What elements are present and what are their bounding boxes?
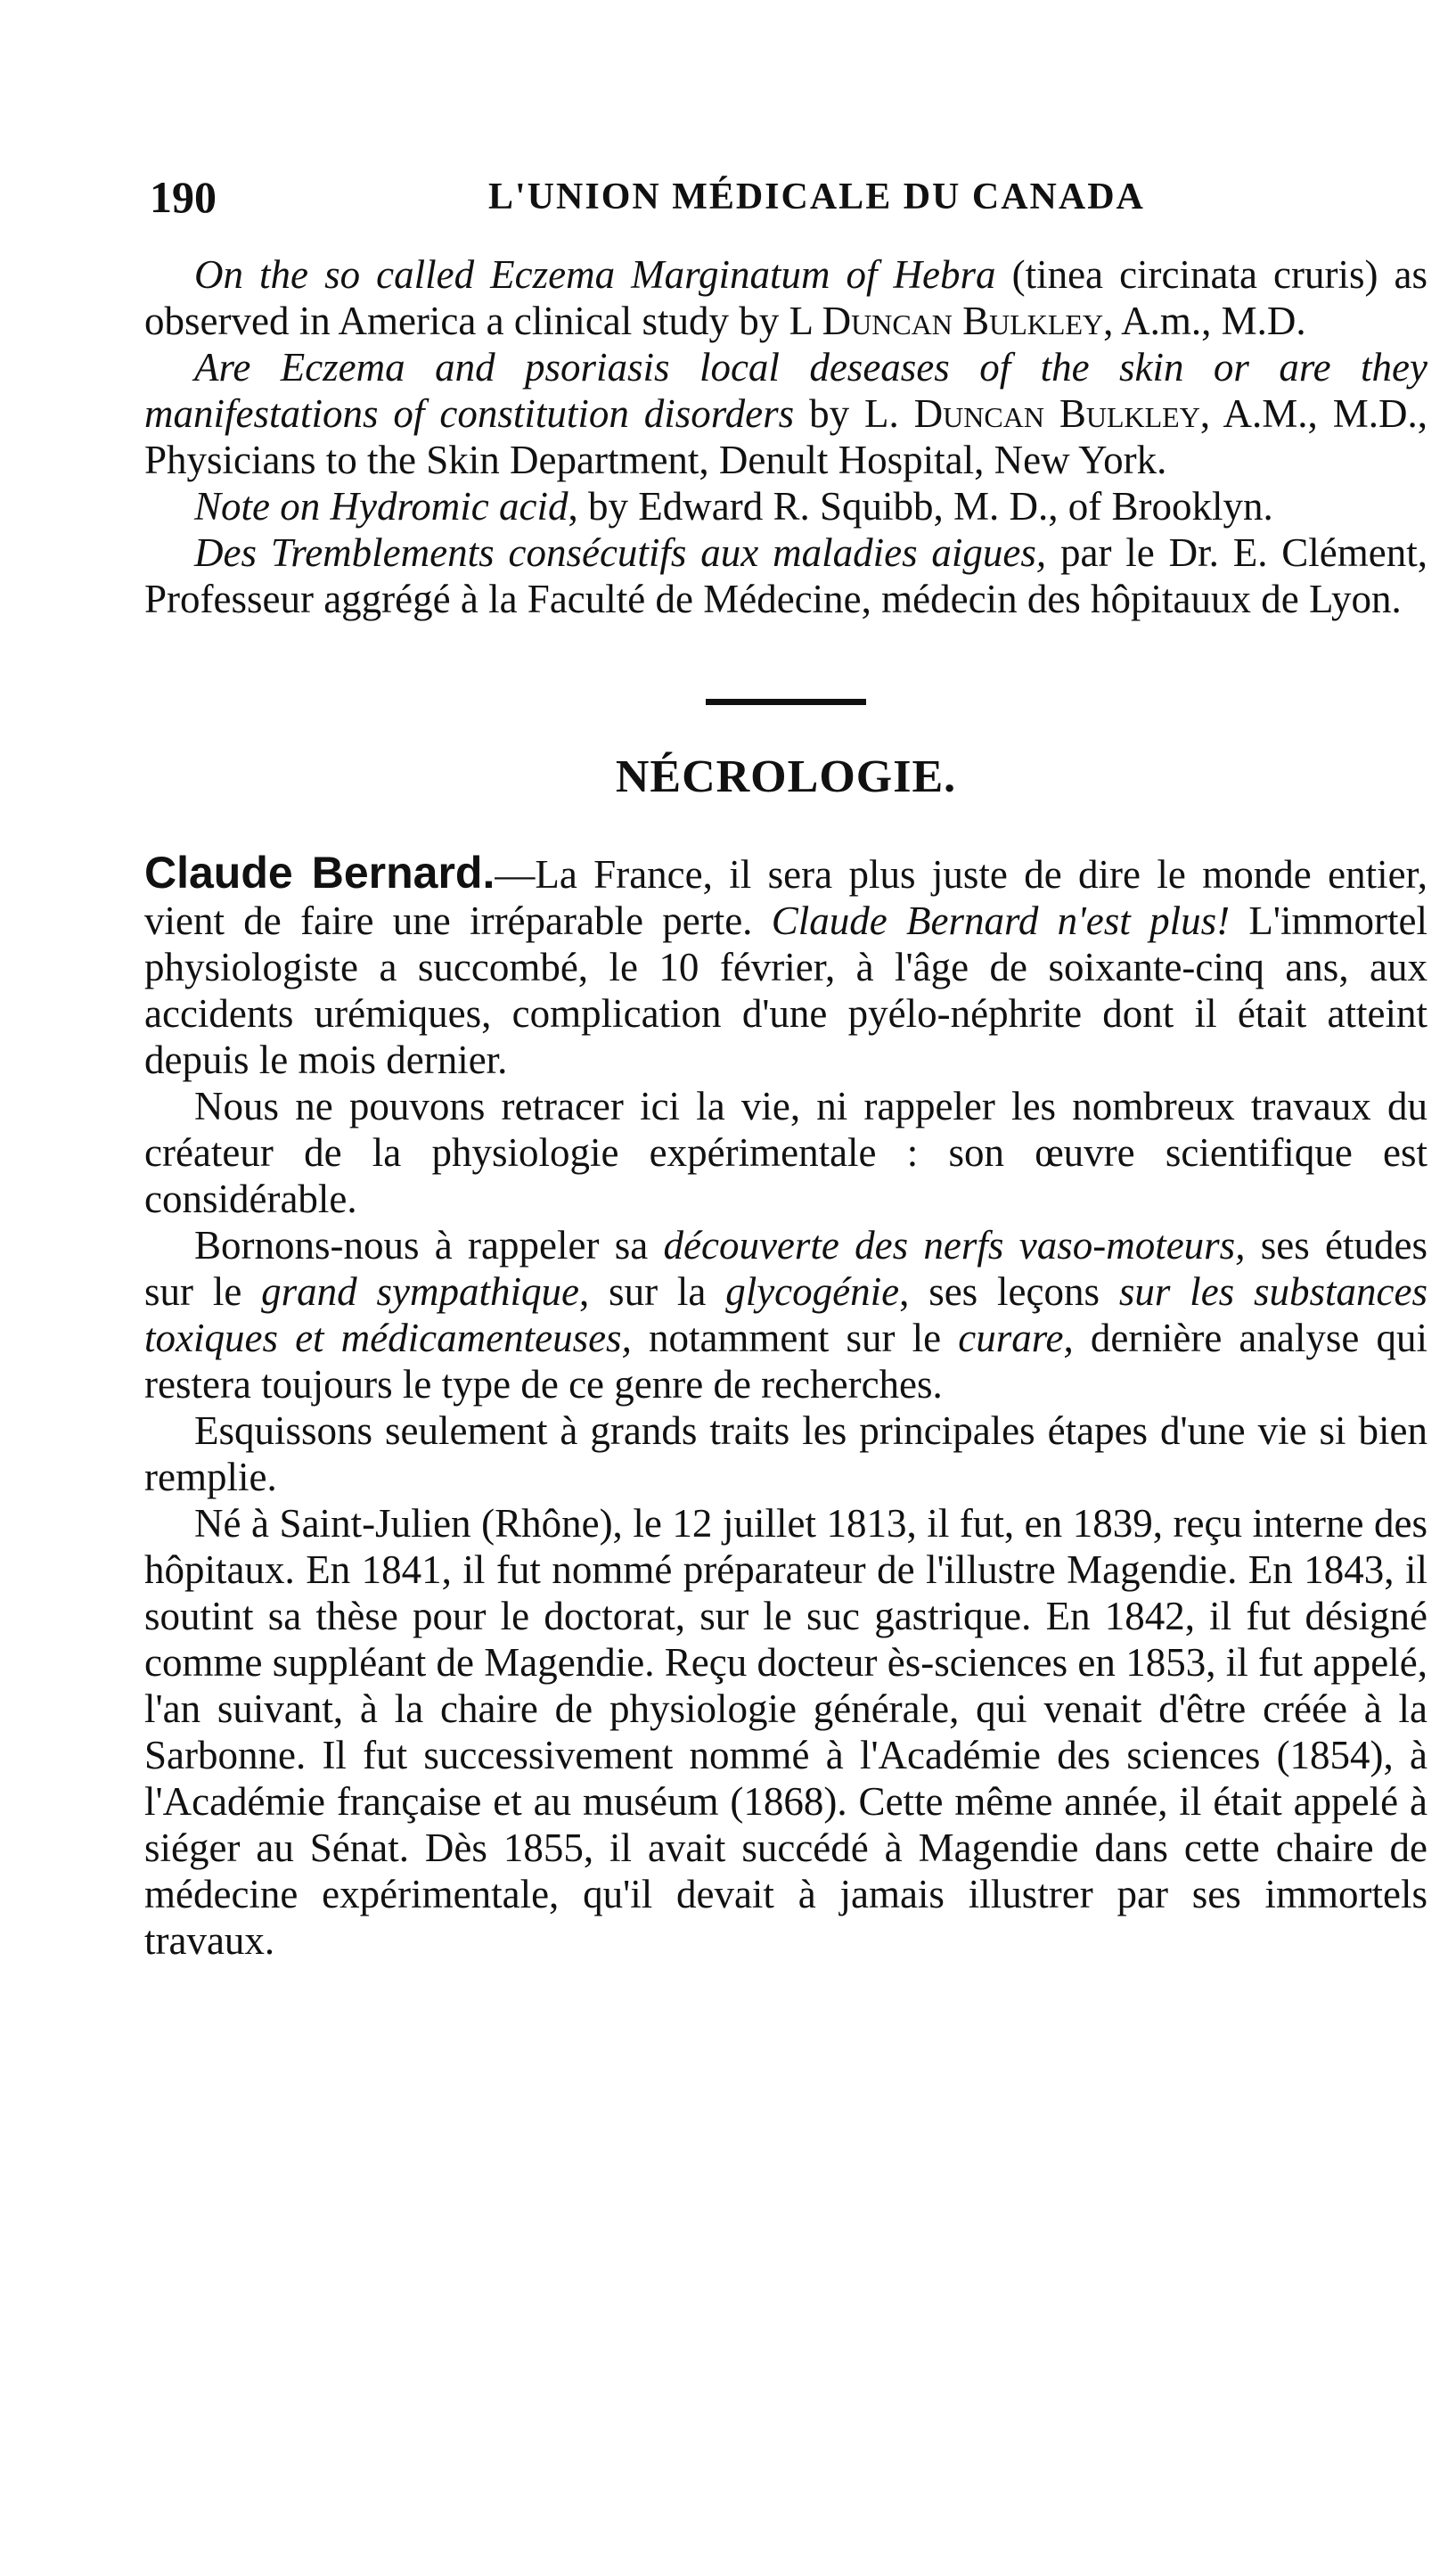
reference-title: Note on Hydromic acid: [194, 484, 568, 529]
section-divider: [706, 699, 866, 705]
article-runin-heading: Claude Bernard.: [144, 848, 495, 898]
article-italic: grand sympathique: [261, 1269, 579, 1314]
reference-text: , A.M., M.D., Physicians to the Skin Department, Denult Hospital, New York.: [144, 391, 1427, 482]
reference-entry: [144, 529, 1427, 622]
running-head: L'UNION MÉDICALE DU CANADA: [488, 176, 1145, 217]
article-text: notamment sur le: [631, 1316, 959, 1360]
reference-title: Des Tremblements consécutifs aux maladies aigues,: [194, 530, 1047, 575]
reference-title: On the so called Eczema Marginatum of Hebra: [194, 252, 996, 297]
article-text: dernière analyse qui restera toujours le type de ce genre de recherches.: [144, 1316, 1427, 1407]
article-text: —La France, il sera plus juste de dire le monde entier, vient de faire une irréparable perte.: [144, 852, 1427, 943]
reference-entry: [144, 344, 1427, 483]
reference-text: (tinea circinata cruris) as observed in America a clinical study by L: [144, 252, 1427, 343]
article-text: , ses leçons: [899, 1269, 1119, 1314]
article-paragraph: [144, 1222, 1427, 1407]
article-paragraph: Esquissons seulement à grands traits les principales étapes d'une vie si bien remplie.: [144, 1408, 1427, 1499]
page-header: [150, 166, 1433, 228]
section-title: NÉCROLOGIE.: [615, 751, 957, 802]
reference-text: par le Dr. E. Clément, Professeur aggrégé à la Faculté de Médecine, médecin des hôpitauux de Lyon.: [144, 530, 1427, 621]
reference-entry: [144, 251, 1427, 344]
article-paragraph: Né à Saint-Julien (Rhône), le 12 juillet 1813, il fut, en 1839, reçu interne des hôpitaux. En 1841, il fut nommé préparateur de l'illustre Magendie. En 1843, il soutint sa thèse pour le doctorat, sur le suc gastrique. En 1842, il fut désigné comme suppléant de Magendie. Reçu docteur ès-sciences en 1853, il fut appelé, l'an suivant, à la chaire de physiologie générale, qui venait d'être créée à la Sarbonne. Il fut successivement nommé à l'Académie des sciences (1854), à l'Académie française et au muséum (1868). Cette même année, il était appelé à siéger au Sénat. Dès 1855, il avait succédé à Magendie dans cette chaire de médecine expérimentale, qu'il devait à jamais illustrer par ses immortels travaux.: [144, 1501, 1427, 1963]
reference-text: , by Edward R. Squibb, M. D., of Brooklyn.: [568, 484, 1273, 529]
article-italic: Claude Bernard n'est plus!: [771, 898, 1231, 943]
reference-text: by L.: [794, 391, 914, 436]
article-text: ses études sur le: [144, 1223, 1427, 1314]
article-italic: glycogénie: [725, 1269, 900, 1314]
article-paragraph: [144, 849, 1427, 1083]
reference-entry: [144, 483, 1427, 529]
article-italic: curare,: [958, 1316, 1074, 1360]
reference-text: , A.m., M.D.: [1103, 299, 1306, 343]
reference-author: Duncan Bulkley: [913, 391, 1200, 436]
obituary-article: [144, 849, 1427, 1964]
page-number: 190: [150, 172, 217, 222]
article-text: L'immortel physiologiste a succombé, le 10 février, à l'âge de soixante-cinq ans, aux accidents urémiques, complication d'une pyélo-néphrite dont il était atteint depuis le mois dernier.: [144, 898, 1427, 1082]
article-text: Bornons-nous à rappeler sa: [194, 1223, 664, 1268]
reference-list: [144, 251, 1427, 622]
reference-title: Are Eczema and psoriasis local deseases of the skin or are they manifestations of constitution disorders: [144, 345, 1427, 436]
article-italic: sur les substances toxiques et médicamenteuses,: [144, 1269, 1427, 1360]
article-paragraph: Nous ne pouvons retracer ici la vie, ni rappeler les nombreux travaux du créateur de la physiologie expérimentale : son œuvre scientifique est considérable.: [144, 1084, 1427, 1221]
page-content: [144, 251, 1427, 1964]
article-text: , sur la: [578, 1269, 726, 1314]
article-italic: découverte des nerfs vaso-moteurs,: [663, 1223, 1246, 1268]
reference-author: Duncan Bulkley: [822, 299, 1104, 343]
